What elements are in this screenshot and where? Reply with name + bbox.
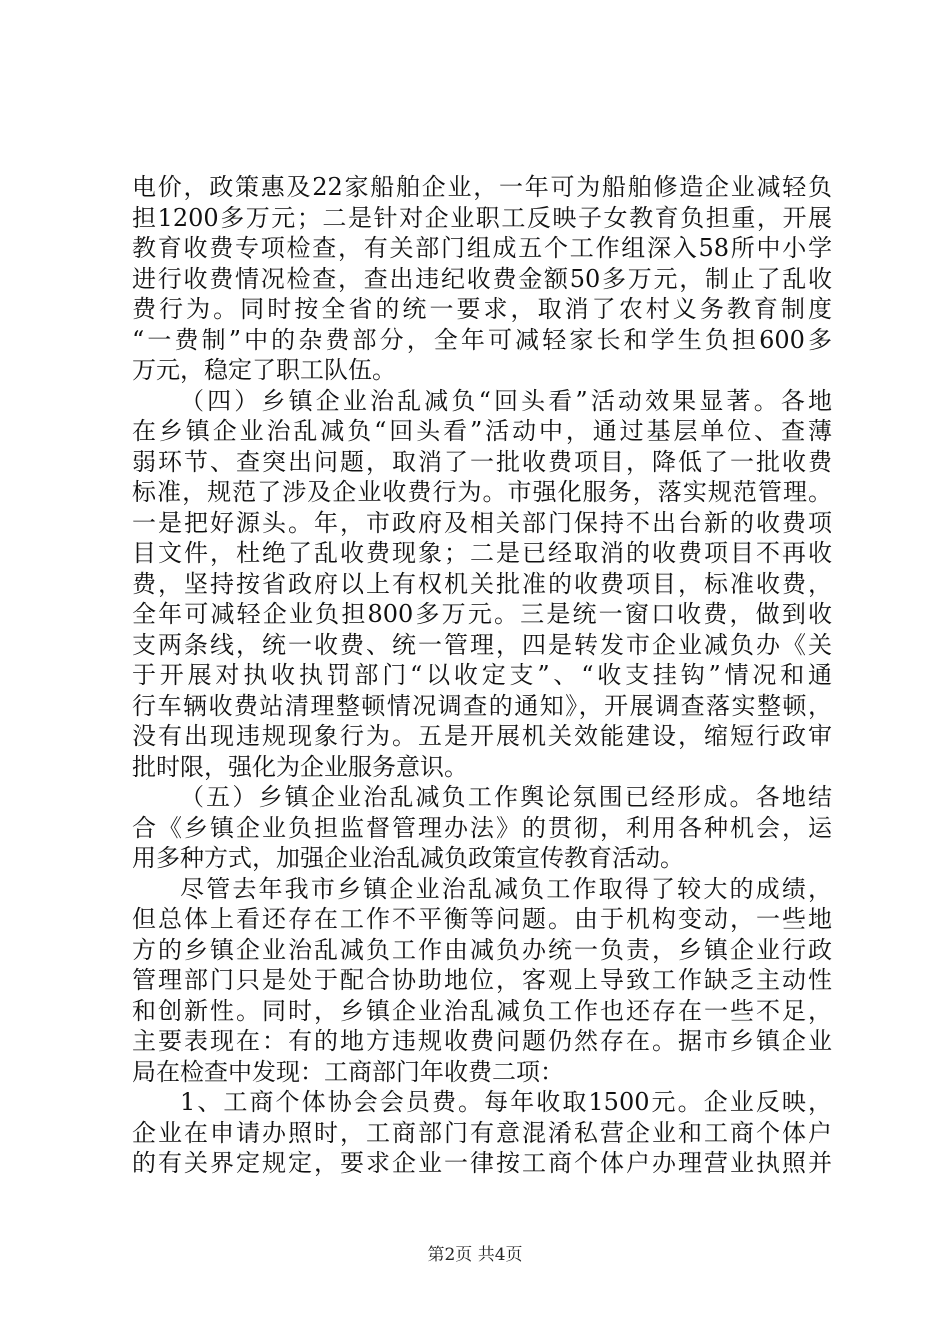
text-line: 在乡镇企业治乱减负“回头看”活动中，通过基层单位、查薄 — [132, 417, 832, 445]
text-line: 目文件，杜绝了乱收费现象；二是已经取消的收费项目不再收 — [132, 539, 832, 567]
text-line: 弱环节、查突出问题，取消了一批收费项目，降低了一批收费 — [132, 447, 832, 476]
text-line: 方的乡镇企业治乱减负工作由减负办统一负责，乡镇企业行政 — [132, 935, 832, 964]
text-line: 但总体上看还存在工作不平衡等问题。由于机构变动，一些地 — [132, 905, 832, 933]
document-body — [132, 172, 832, 1179]
text-line: 没有出现违规现象行为。五是开展机关效能建设，缩短行政审 — [132, 722, 832, 750]
text-line: “一费制”中的杂费部分，全年可减轻家长和学生负担600多 — [132, 325, 832, 354]
text-line: 教育收费专项检查，有关部门组成五个工作组深入58所中小学 — [132, 234, 832, 262]
text-line: 一是把好源头。年，市政府及相关部门保持不出台新的收费项 — [132, 508, 832, 537]
text-line: 企业在申请办照时，工商部门有意混淆私营企业和工商个体户 — [132, 1118, 832, 1147]
text-line: 合《乡镇企业负担监督管理办法》的贯彻，利用各种机会，运 — [132, 813, 832, 842]
text-line: 进行收费情况检查，查出违纪收费金额50多万元，制止了乱收 — [132, 264, 832, 293]
text-line: 用多种方式，加强企业治乱减负政策宣传教育活动。 — [132, 844, 684, 872]
text-line: 费行为。同时按全省的统一要求，取消了农村义务教育制度 — [132, 295, 832, 323]
text-line: 主要表现在：有的地方违规收费问题仍然存在。据市乡镇企业 — [132, 1027, 832, 1055]
text-line: 电价，政策惠及22家船舶企业，一年可为船舶修造企业减轻负 — [132, 173, 832, 201]
text-line: 的有关界定规定，要求企业一律按工商个体户办理营业执照并 — [132, 1149, 832, 1177]
text-line: 全年可减轻企业负担800多万元。三是统一窗口收费，做到收 — [132, 600, 832, 628]
page-number-footer: 第2页 共4页 — [427, 1245, 523, 1265]
text-line: 费，坚持按省政府以上有权机关批准的收费项目，标准收费， — [132, 569, 832, 598]
text-line: 行车辆收费站清理整顿情况调查的通知》，开展调查落实整顿， — [132, 691, 832, 720]
text-line: 局在检查中发现：工商部门年收费二项： — [132, 1057, 564, 1086]
text-line: 1、工商个体协会会员费。每年收取1500元。企业反映， — [180, 1088, 832, 1116]
text-line: （四）乡镇企业治乱减负“回头看”活动效果显著。各地 — [180, 386, 832, 415]
text-line: 支两条线，统一收费、统一管理，四是转发市企业减负办《关 — [132, 630, 832, 659]
text-line: 万元，稳定了职工队伍。 — [132, 356, 396, 384]
text-line: 和创新性。同时，乡镇企业治乱减负工作也还存在一些不足， — [132, 996, 832, 1025]
text-line: 担1200多万元；二是针对企业职工反映子女教育负担重，开展 — [132, 203, 832, 232]
text-line: 管理部门只是处于配合协助地位，客观上导致工作缺乏主动性 — [132, 966, 832, 994]
text-line: 标准，规范了涉及企业收费行为。市强化服务，落实规范管理。 — [132, 478, 832, 506]
text-line: 尽管去年我市乡镇企业治乱减负工作取得了较大的成绩， — [180, 874, 832, 903]
text-line: 于开展对执收执罚部门“以收定支”、“收支挂钩”情况和通 — [132, 661, 832, 689]
text-line: （五）乡镇企业治乱减负工作舆论氛围已经形成。各地结 — [180, 783, 832, 811]
text-line: 批时限，强化为企业服务意识。 — [132, 752, 468, 781]
